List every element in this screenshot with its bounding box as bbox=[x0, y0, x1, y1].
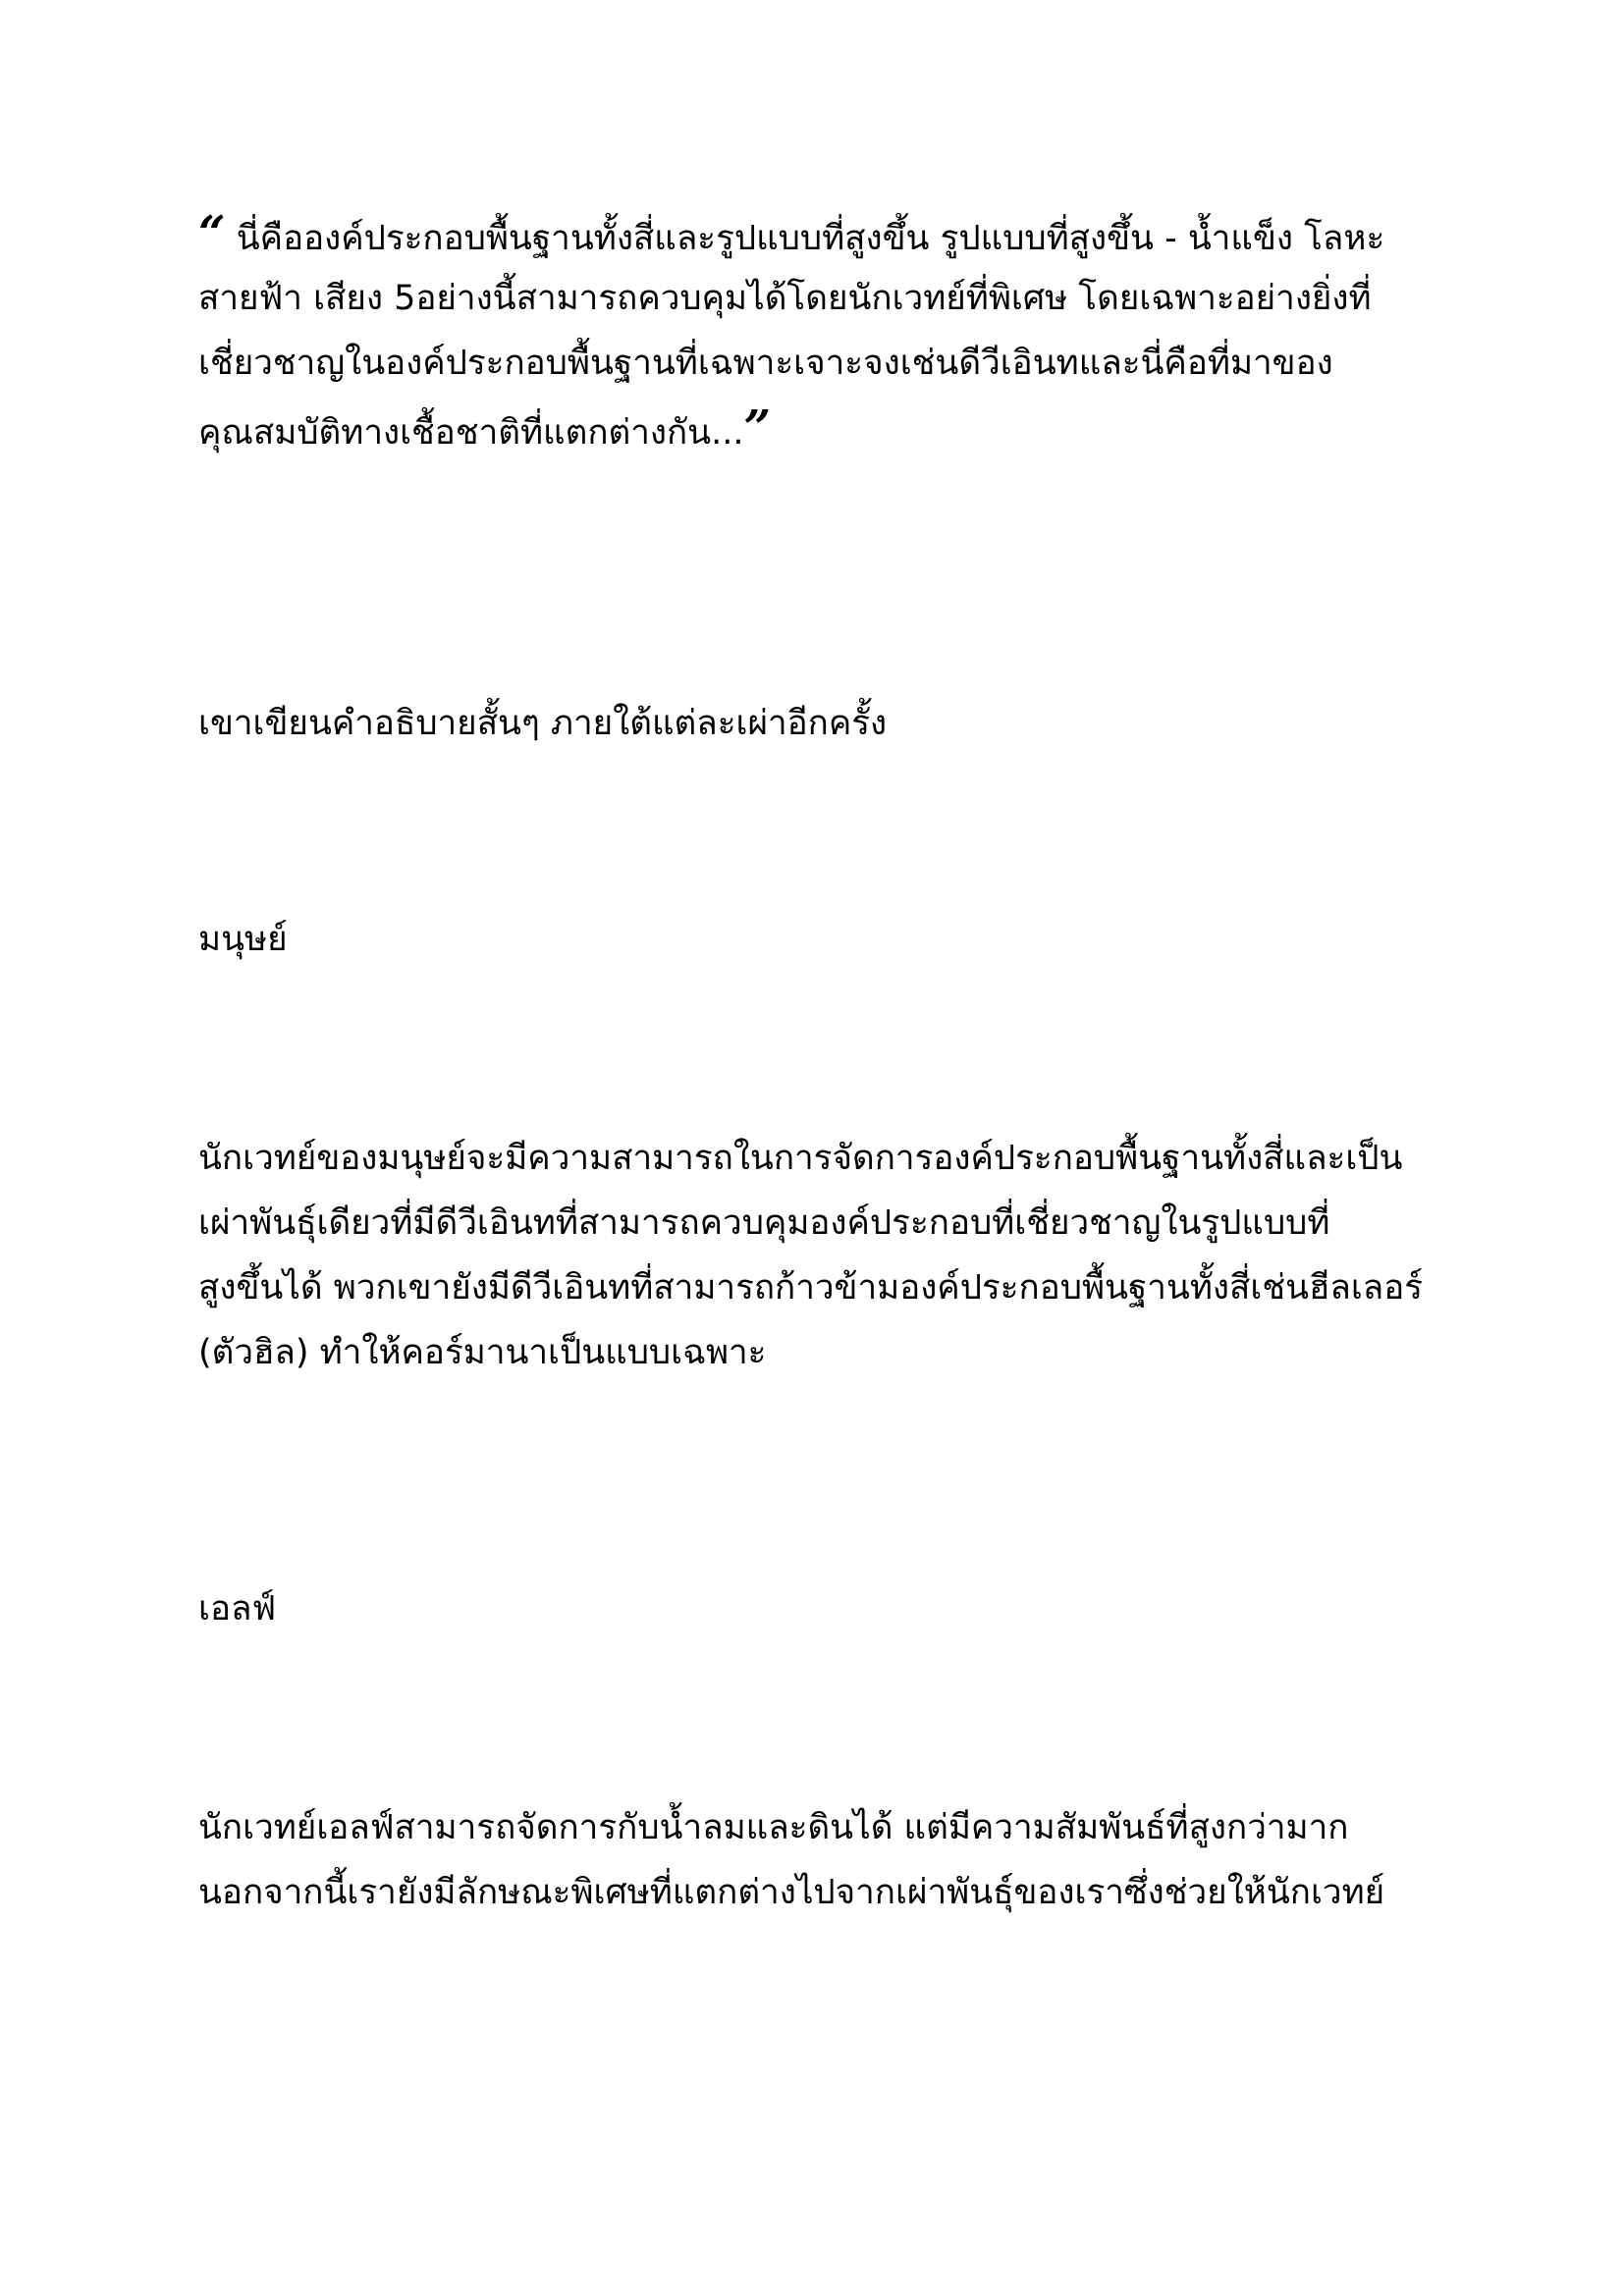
body-line: เผ่าพันธุ์เดียวที่มีดีวีเอินทที่สามารถควบคุมองค์ประกอบที่เชี่ยวชาญในรูปแบบที่ bbox=[198, 1203, 1330, 1243]
close-quote-mark: ” bbox=[743, 400, 772, 455]
section-body-elf bbox=[198, 1795, 1465, 1925]
quote-line: “ นี่คือองค์ประกอบพื้นฐานทั้งสี่และรูปแบบที่สูงขึ้น รูปแบบที่สูงขึ้น - น้ำแข็ง โลหะ bbox=[198, 206, 1385, 261]
quote-paragraph bbox=[198, 201, 1465, 460]
body-line: นอกจากนี้เรายังมีลักษณะพิเศษที่แตกต่างไปจากเผ่าพันธุ์ของเราซึ่งช่วยให้นักเวทย์ bbox=[198, 1873, 1385, 1912]
intro-line: เขาเขียนคำอธิบายสั้นๆ ภายใต้แต่ละเผ่าอีกครั้ง bbox=[198, 704, 888, 743]
intro-paragraph bbox=[198, 691, 1465, 756]
body-line: (ตัวฮิล) ทำให้คอร์มานาเป็นแบบเฉพาะ bbox=[198, 1333, 767, 1372]
quote-line: สายฟ้า เสียง 5อย่างนี้สามารถควบคุมได้โดยนักเวทย์ที่พิเศษ โดยเฉพาะอย่างยิ่งที่ bbox=[198, 279, 1372, 318]
section-heading-human bbox=[198, 907, 1465, 972]
section-heading-elf bbox=[198, 1576, 1465, 1641]
quote-line: คุณสมบัติทางเชื้อชาติที่แตกต่างกัน...” bbox=[198, 400, 772, 455]
body-line: นักเวทย์ของมนุษย์จะมีความสามารถในการจัดการองค์ประกอบพื้นฐานทั้งสี่และเป็น bbox=[198, 1139, 1403, 1178]
heading-text: เอลฟ์ bbox=[198, 1589, 277, 1629]
body-line: สูงขึ้นได้ พวกเขายังมีดีวีเอินทที่สามารถก้าวข้ามองค์ประกอบพื้นฐานทั้งสี่เช่นฮีลเลอร์ bbox=[198, 1268, 1424, 1308]
section-body-human bbox=[198, 1126, 1465, 1385]
heading-text: มนุษย์ bbox=[198, 920, 288, 959]
quote-line: เชี่ยวชาญในองค์ประกอบพื้นฐานที่เฉพาะเจาะจงเช่นดีวีเอินทและนี่คือที่มาของ bbox=[198, 344, 1333, 383]
body-line: นักเวทย์เอลฟ์สามารถจัดการกับน้ำลมและดินได้ แต่มีความสัมพันธ์ที่สูงกว่ามาก bbox=[198, 1808, 1349, 1847]
open-quote-mark: “ bbox=[198, 206, 226, 261]
